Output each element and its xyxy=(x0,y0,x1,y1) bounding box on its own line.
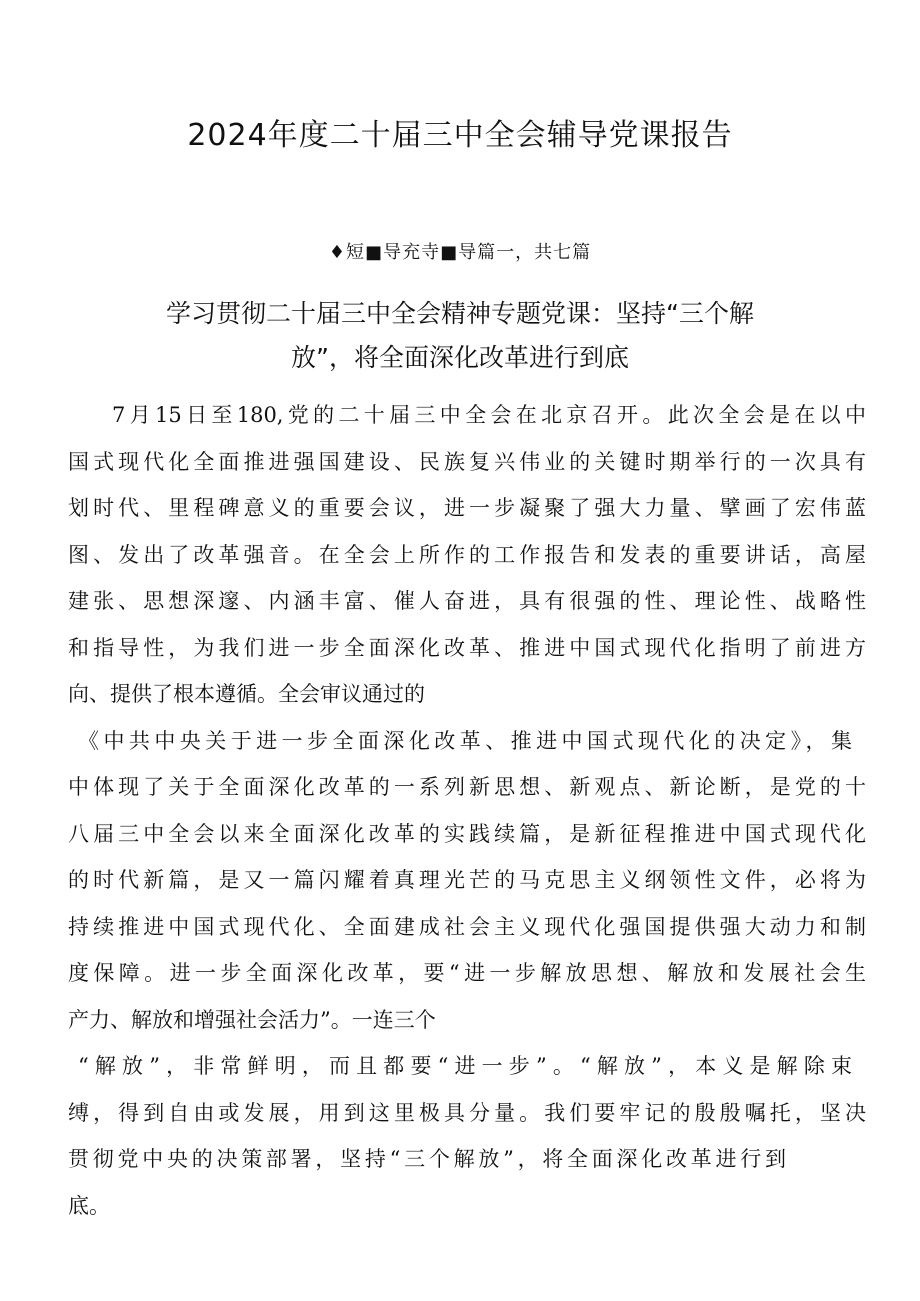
body-line: 贯彻党中央的决策部署，坚持“三个解放”，将全面深化改革进行到 xyxy=(68,1147,786,1171)
body-line: 7月15日至180,党的二十届三中全会在北京召开。此次全会是在以中 xyxy=(112,403,866,427)
document-title: 2024年度二十届三中全会辅导党课报告 xyxy=(187,118,733,153)
body-line: “解放”，非常鲜明，而且都要“进一步”。“解放”，本义是解除束 xyxy=(78,1054,852,1078)
body-line: 国式现代化全面推进强国建设、民族复兴伟业的关键时期举行的一次具有 xyxy=(68,449,866,474)
body-text xyxy=(66,392,866,1229)
body-line: 产力、解放和增强社会活力”。一连三个 xyxy=(68,1007,436,1032)
body-line: 建张、思想深邃、内涵丰富、催人奋进，具有很强的性、理论性、战略性 xyxy=(68,589,866,613)
subtitle-line: 学习贯彻二十届三中全会精神专题党课：坚持“三个解 xyxy=(166,299,754,328)
body-line: 缚，得到自由或发展，用到这里极具分量。我们要牢记的殷殷嘱托，坚决 xyxy=(68,1100,866,1125)
subtitle-line: 放”，将全面深化改革进行到底 xyxy=(291,343,629,372)
article-subtitle xyxy=(120,292,800,380)
body-line: 中体现了关于全面深化改革的一系列新思想、新观点、新论断，是党的十 xyxy=(68,775,866,799)
body-line: 度保障。进一步全面深化改革，要“进一步解放思想、解放和发展社会生 xyxy=(68,961,866,985)
body-line: 图、发出了改革强音。在全会上所作的工作报告和发表的重要讲话，高屋 xyxy=(68,542,866,567)
body-line: 向、提供了根本遵循。全会审议通过的 xyxy=(68,682,425,706)
body-line: 和指导性，为我们进一步全面深化改革、推进中国式现代化指明了前进方 xyxy=(68,635,866,660)
series-note: ♦短■导充寺■导篇一，共七篇 xyxy=(328,242,592,263)
body-line: 底。 xyxy=(68,1193,110,1218)
body-line: 八届三中全会以来全面深化改革的实践续篇，是新征程推进中国式现代化 xyxy=(68,821,866,846)
body-line: 划时代、里程碑意义的重要会议，进一步凝聚了强大力量、擘画了宏伟蓝 xyxy=(68,496,866,520)
body-line: 《中共中央关于进一步全面深化改革、推进中国式现代化的决定》，集 xyxy=(78,728,852,753)
body-line: 持续推进中国式现代化、全面建成社会主义现代化强国提供强大动力和制 xyxy=(68,914,866,939)
body-line: 的时代新篇，是又一篇闪耀着真理光芒的马克思主义纲领性文件，必将为 xyxy=(68,868,866,892)
